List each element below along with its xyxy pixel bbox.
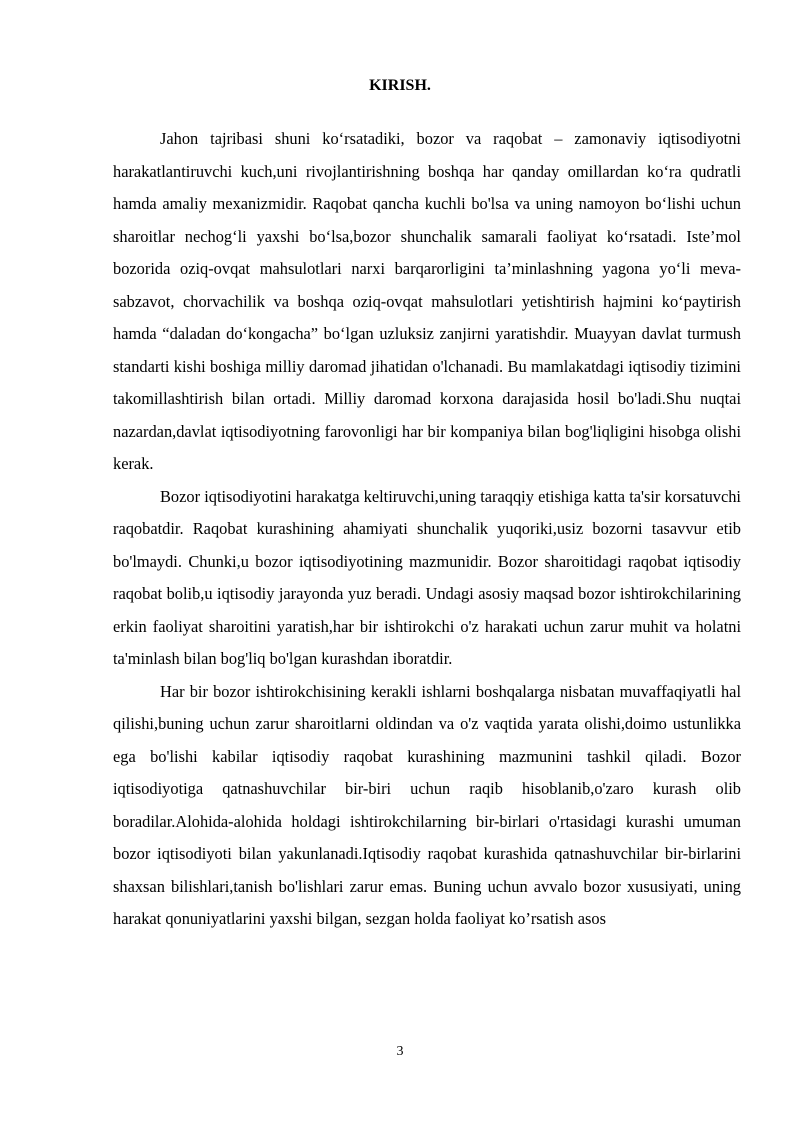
paragraph-2: Bozor iqtisodiyotini harakatga keltiruvchi,uning taraqqiy etishiga katta ta'sir korsatuvchi raqobatdir. Raqobat kurashining ahamiyati shunchalik yuqoriki,usiz bozorni tasavvur etib bo'lmaydi. Chunki,u bozor iqtisodiyotining mazmunidir. Bozor sharoitidagi raqobat iqtisodiy raqobat bolib,u iqtisodiy jarayonda yuz beradi. Undagi asosiy maqsad bozor ishtirokchilarining erkin faoliyat sharoitini yaratish,har bir ishtirokchi o'z harakati uchun zarur muhit va holatni ta'minlash bilan bog'liq bo'lgan kurashdan iboratdir. (113, 486, 741, 668)
page-number: 3 (396, 1044, 404, 1059)
paragraph-3: Har bir bozor ishtirokchisining kerakli ishlarni boshqalarga nisbatan muvaffaqiyatli hal qilishi,buning uchun zarur sharoitlarni oldindan va o'z vaqtida yarata olishi,doimo ustunlikka ega bo'lishi kabilar iqtisodiy raqobat kurashining mazmunini tashkil qiladi. Bozor iqtisodiyotiga qatnashuvchilar bir-biri uchun raqib hisoblanib,o'zaro kurash olib boradilar.Alohida-alohida holdagi ishtirokchilarning bir-birlari o'rtasidagi kurashi umuman bozor iqtisodiyoti bilan yakunlanadi.Iqtisodiy raqobat kurashida qatnashuvchilar bir-birlarini shaxsan bilishlari,tanish bo'lishlari zarur emas. Buning uchun avvalo bozor xususiyati, uning harakat qonuniyatlarini yaxshi bilgan, sezgan holda faoliyat ko’rsatish asos (113, 681, 741, 928)
paragraph-1: Jahon tajribasi shuni ko‘rsatadiki, bozor va raqobat – zamonaviy iqtisodiyotni harakatlantiruvchi kuch,uni rivojlantirishning boshqa har qanday omillardan ko‘ra qudratli hamda amaliy mexanizmidir. Raqobat qancha kuchli bo'lsa va uning namoyon bo‘lishi uchun sharoitlar nechog‘li yaxshi bo‘lsa,bozor shunchalik samarali faoliyat ko‘rsatadi. Iste’mol bozorida oziq-ovqat mahsulotlari narxi barqarorligini ta’minlashning yagona yo‘li meva-sabzavot, chorvachilik va boshqa oziq-ovqat mahsulotlari yetishtirish hajmini ko‘paytirish hamda “daladan do‘kongacha” bo‘lgan uzluksiz zanjirni yaratishdir. Muayyan davlat turmush standarti kishi boshiga milliy daromad jihatidan o'lchanadi. Bu mamlakatdagi iqtisodiy tizimini takomillashtirish bilan ortadi. Milliy daromad korxona darajasida hosil bo'ladi.Shu nuqtai nazardan,davlat iqtisodiyotning farovonligi har bir kompaniya bilan bog'liqligini hisobga olishi kerak. (113, 129, 741, 473)
body-text (113, 123, 741, 936)
section-heading: KIRISH. (369, 77, 431, 94)
